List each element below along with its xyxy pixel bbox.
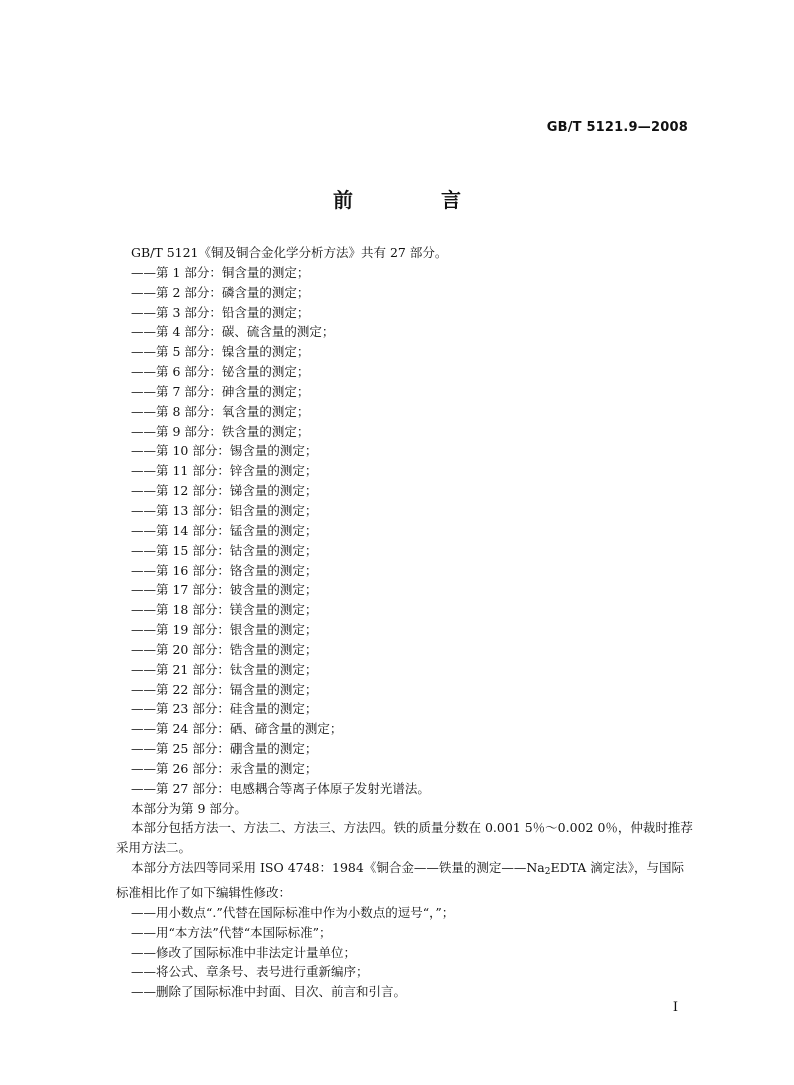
- parts-list: [116, 263, 694, 799]
- list-item: ——第 24 部分：硒、碲含量的测定；: [131, 721, 343, 737]
- list-item: ——第 6 部分：铋含量的测定；: [131, 364, 310, 380]
- list-item: ——第 3 部分：铅含量的测定；: [131, 304, 310, 320]
- list-item: ——第 22 部分：镉含量的测定；: [131, 681, 318, 697]
- list-item: ——第 4 部分：碳、硫含量的测定；: [131, 324, 335, 340]
- page-number: I: [672, 1000, 678, 1015]
- list-item: ——第 25 部分：硼含量的测定；: [131, 741, 318, 757]
- this-part-paragraph: 本部分为第 9 部分。: [131, 800, 247, 816]
- list-item: ——第 18 部分：镁含量的测定；: [131, 602, 318, 618]
- list-item: ——第 5 部分：镍含量的测定；: [131, 344, 310, 360]
- list-item: ——第 11 部分：锌含量的测定；: [131, 463, 318, 479]
- list-item: ——第 12 部分：锑含量的测定；: [131, 483, 318, 499]
- list-item: ——第 13 部分：铝含量的测定；: [131, 502, 318, 518]
- list-item: ——第 15 部分：钴含量的测定；: [131, 542, 318, 558]
- list-item: ——用小数点“.”代替在国际标准中作为小数点的逗号“，”；: [131, 904, 455, 920]
- methods-paragraph: 本部分包括方法一、方法二、方法三、方法四。铁的质量分数在 0.001 5％～0.002 0％，仲裁时推荐采用方法二。: [116, 820, 693, 856]
- list-item: ——第 9 部分：铁含量的测定；: [131, 423, 310, 439]
- list-item: ——修改了国际标准中非法定计量单位；: [131, 944, 357, 960]
- list-item: ——删除了国际标准中封面、目次、前言和引言。: [131, 984, 407, 1000]
- standard-code: GB/T 5121.9—2008: [546, 120, 688, 135]
- list-item: ——用“本方法”代替“本国际标准”；: [131, 924, 332, 940]
- list-item: ——将公式、章条号、表号进行重新编序；: [131, 964, 369, 980]
- list-item: ——第 14 部分：锰含量的测定；: [131, 522, 318, 538]
- list-item: ——第 2 部分：磷含量的测定；: [131, 284, 310, 300]
- list-item: ——第 27 部分：电感耦合等离子体原子发射光谱法。: [131, 780, 430, 796]
- equivalence-text-start: 本部分方法四等同采用 ISO 4748：1984《铜合金——铁量的测定——Na: [131, 860, 545, 876]
- modifications-list: [116, 903, 694, 1002]
- list-item: ——第 26 部分：汞含量的测定；: [131, 760, 318, 776]
- list-item: ——第 19 部分：银含量的测定；: [131, 622, 318, 638]
- equivalence-paragraph: [116, 858, 694, 903]
- subscript-two: 2: [544, 867, 551, 878]
- equivalence-text-end: EDTA 滴定法》，与国际标准相比作了如下编辑性修改：: [116, 860, 685, 900]
- list-item: ——第 23 部分：硅含量的测定；: [131, 701, 318, 717]
- list-item: ——第 8 部分：氧含量的测定；: [131, 403, 310, 419]
- page-title: 前 言: [333, 188, 495, 212]
- list-item: ——第 16 部分：铬含量的测定；: [131, 562, 318, 578]
- list-item: ——第 20 部分：锆含量的测定；: [131, 641, 318, 657]
- list-item: ——第 7 部分：砷含量的测定；: [131, 383, 310, 399]
- foreword-body: [116, 243, 694, 1002]
- list-item: ——第 10 部分：锡含量的测定；: [131, 443, 318, 459]
- intro-paragraph: GB/T 5121《铜及铜合金化学分析方法》共有 27 部分。: [131, 245, 448, 260]
- list-item: ——第 17 部分：铍含量的测定；: [131, 582, 318, 598]
- list-item: ——第 1 部分：铜含量的测定；: [131, 264, 310, 280]
- list-item: ——第 21 部分：钛含量的测定；: [131, 661, 318, 677]
